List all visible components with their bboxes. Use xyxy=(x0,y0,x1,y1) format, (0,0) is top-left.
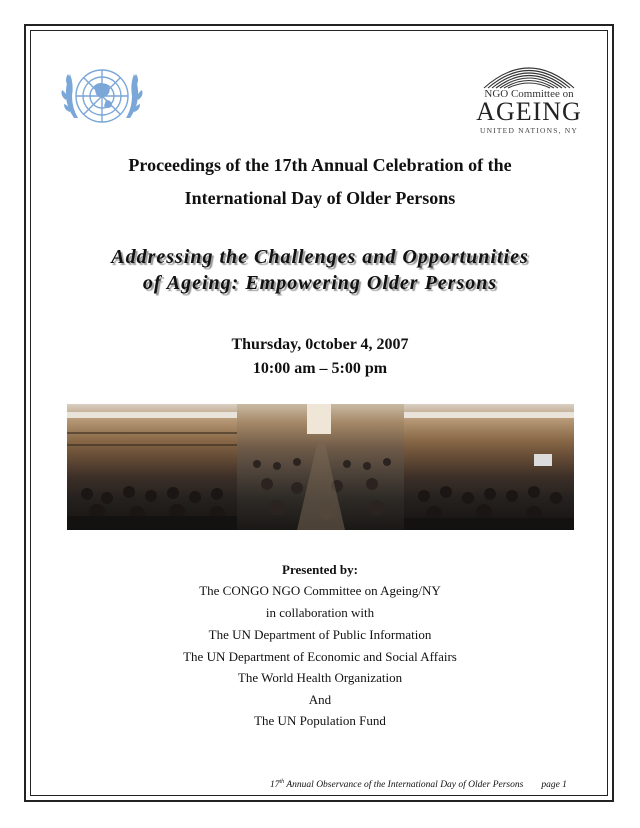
conference-photo-right xyxy=(404,404,574,530)
page-footer xyxy=(270,779,567,790)
ngo-logo-ageing: AGEING xyxy=(476,97,582,126)
title-line-2: International Day of Older Persons xyxy=(184,188,456,208)
ngo-committee-logo xyxy=(470,50,588,138)
presented-by-heading: Presented by: xyxy=(282,562,358,577)
conference-photo-strip xyxy=(67,404,574,530)
presenter-line: The World Health Organization xyxy=(237,670,403,685)
theme-line-1: Addressing the Challenges and Opportunities xyxy=(111,246,529,268)
title-line-1: Proceedings of the 17th Annual Celebration of the xyxy=(128,155,512,175)
footer-text: Annual Observance of the International Day of Older Persons xyxy=(284,780,524,791)
event-date: Thursday, 0ctober 4, 2007 xyxy=(231,336,409,353)
presenter-line: And xyxy=(308,692,332,707)
presenter-line: The CONGO NGO Committee on Ageing/NY xyxy=(199,583,441,598)
footer-number: 17 xyxy=(270,780,280,791)
ngo-logo-foot: UNITED NATIONS, NY xyxy=(479,126,579,135)
presenter-line: The UN Population Fund xyxy=(254,713,386,728)
presenter-line: The UN Department of Public Information xyxy=(208,627,432,642)
arch-icon xyxy=(470,50,588,90)
presenter-line: The UN Department of Economic and Social Affairs xyxy=(183,649,457,664)
presenter-line: in collaboration with xyxy=(265,605,375,620)
page-number: page 1 xyxy=(541,780,567,791)
footer-superscript: th xyxy=(279,779,285,785)
conference-photo-left xyxy=(67,404,237,530)
event-time: 10:00 am – 5:00 pm xyxy=(252,360,388,377)
theme-line-2: of Ageing: Empowering Older Persons xyxy=(142,272,498,294)
ngo-logo-small-text: NGO Committee on xyxy=(484,88,574,100)
conference-photo-center xyxy=(237,404,404,530)
un-emblem-icon xyxy=(54,56,150,136)
